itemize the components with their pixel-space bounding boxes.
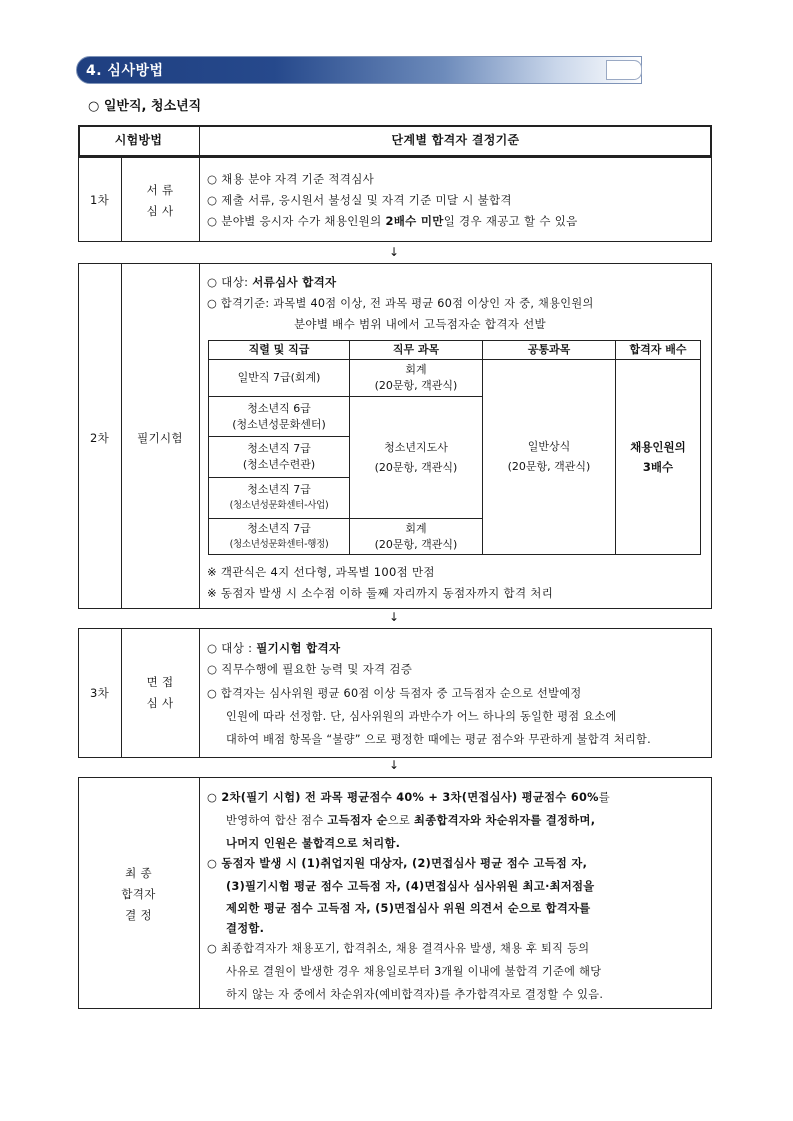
stage2-criteria-l1: ○ 합격기준: 과목별 40점 이상, 전 과목 평균 60점 이상인 자 중, 채용인원의 <box>207 297 594 310</box>
stage2-name: 필기시험 <box>137 431 183 445</box>
stage2-note2: ※ 동점자 발생 시 소수점 이하 둘째 자리까지 동점자까지 합격 처리 <box>207 586 554 600</box>
position-line: 청소년직 6급 <box>247 401 311 415</box>
table-row-position <box>209 478 350 519</box>
stage3-target-bold: 필기시험 합격자 <box>256 641 341 655</box>
stage2-divider-b <box>199 263 200 609</box>
written-exam-table <box>208 340 701 555</box>
position-line: (청소년성문화센터-행정) <box>229 538 329 550</box>
title-tab-decoration <box>606 60 642 80</box>
duty-c-l1: 회계 <box>405 521 427 535</box>
final-p1-l3: 나머지 인원은 불합격으로 처리함. <box>226 837 401 850</box>
stage3-line4: 인원에 따라 선정함. 단, 심사위원의 과반수가 어느 하나의 동일한 평점 요소에 <box>226 710 617 723</box>
final-p1-l1-post: 를 <box>598 791 610 804</box>
final-divider <box>199 777 200 1009</box>
duty-c-l2: (20문항, 객관식) <box>374 537 458 551</box>
duty-a-l1: 회계 <box>405 363 427 376</box>
stage1-line2: ○ 제출 서류, 응시원서 불성실 및 자격 기준 미달 시 불합격 <box>207 193 512 207</box>
multiple-l1: 채용인원의 <box>630 440 686 454</box>
position-line: 청소년직 7급 <box>247 442 311 455</box>
final-p2-l1: ○ 동점자 발생 시 (1)취업지원 대상자, (2)면접심사 평균 점수 고득점 자, <box>207 857 588 870</box>
final-p1-l2-bold2: 최종합격자와 차순위자를 결정하며, <box>414 814 596 827</box>
stage2-target-pre: ○ 대상: <box>207 275 253 289</box>
final-p2-l3: 제외한 평균 점수 고득점 자, (5)면접심사 위원 의견서 순으로 합격자를 <box>226 902 591 915</box>
arrow-3: ↓ <box>389 758 400 772</box>
table-row-position <box>209 519 350 555</box>
duty-cell-a <box>350 360 483 397</box>
final-p1-l1 <box>207 787 610 808</box>
multiple-l2: 3배수 <box>642 460 674 474</box>
stage2-target-bold: 서류심사 합격자 <box>252 275 337 289</box>
stage1-line3-pre: ○ 분야별 응시자 수가 채용인원의 <box>207 214 386 228</box>
position-line: (청소년성문화센터) <box>232 417 326 431</box>
stage1-divider-b <box>199 157 200 242</box>
stage1-name-l1: 서 류 <box>146 183 174 197</box>
stage3-target <box>207 638 340 659</box>
col-header-multiple: 합격자 배수 <box>616 341 701 360</box>
col-header-duty: 직무 과목 <box>350 341 483 360</box>
common-cell <box>483 360 616 555</box>
final-p1-l2-bold1: 고득점자 순 <box>327 814 388 827</box>
final-p2-l2: (3)필기시험 평균 점수 고득점 자, (4)면접심사 심사위원 최고·최저점을 <box>226 880 595 893</box>
final-p1-l2 <box>226 810 595 831</box>
duty-cell-b <box>350 397 483 519</box>
duty-a-l2: (20문항, 객관식) <box>374 379 458 392</box>
header-method: 시험방법 <box>114 133 163 147</box>
arrow-2: ↓ <box>389 610 400 624</box>
stage1-line3-post: 일 경우 재공고 할 수 있음 <box>443 214 578 228</box>
final-name-l3: 결 정 <box>125 908 152 922</box>
final-name-l1: 최 종 <box>125 866 152 880</box>
table-row-position <box>209 397 350 437</box>
final-p2-l4: 결정함. <box>226 922 265 935</box>
stage1-line3-bold: 2배수 미만 <box>385 214 444 228</box>
stage3-name-l2: 심 사 <box>146 696 174 710</box>
position-line: 청소년직 7급 <box>247 483 311 496</box>
table-row-position <box>209 437 350 478</box>
stage2-num: 2차 <box>89 431 110 445</box>
stage2-target <box>207 272 336 293</box>
final-p1-l2-pre: 반영하여 합산 점수 <box>226 814 328 827</box>
common-l2: (20문항, 객관식) <box>507 460 591 473</box>
position-line: 일반직 7급(회계) <box>237 371 321 384</box>
duty-b-l2: (20문항, 객관식) <box>374 460 458 474</box>
multiple-cell <box>616 360 701 555</box>
position-line: (청소년성문화센터-사업) <box>229 500 329 511</box>
stage1-num: 1차 <box>89 193 110 207</box>
stage3-line2: ○ 직무수행에 필요한 능력 및 자격 검증 <box>207 662 413 676</box>
stage3-target-pre: ○ 대상 : <box>207 641 257 655</box>
stage3-line3: ○ 합격자는 심사위원 평균 60점 이상 득점자 중 고득점자 순으로 선발예정 <box>207 687 582 700</box>
stage3-divider-b <box>199 628 200 758</box>
subheading: ○ 일반직, 청소년직 <box>88 99 202 114</box>
stage2-note1: ※ 객관식은 4지 선다형, 과목별 100점 만점 <box>207 565 435 579</box>
header-criteria: 단계별 합격자 결정기준 <box>391 133 520 147</box>
arrow-1: ↓ <box>389 245 400 259</box>
duty-cell-c <box>350 519 483 555</box>
common-l1: 일반상식 <box>527 440 571 453</box>
table-row-position <box>209 360 350 397</box>
stage1-line3 <box>207 211 578 232</box>
final-p3-l2: 사유로 결원이 발생한 경우 채용일로부터 3개월 이내에 불합격 기준에 해당 <box>226 965 602 978</box>
section-title: 4. 심사방법 <box>86 63 164 79</box>
stage3-line5: 대하여 배점 항목을 “불량” 으로 평정한 때에는 평균 점수와 무관하게 불합격 처리함. <box>226 733 652 746</box>
stage2-criteria-l2: 분야별 배수 범위 내에서 고득점자순 합격자 선발 <box>294 317 546 331</box>
stage1-line1: ○ 채용 분야 자격 기준 적격심사 <box>207 172 375 186</box>
stage3-num: 3차 <box>89 686 110 700</box>
duty-b-l1: 청소년지도사 <box>384 440 448 454</box>
final-name-l2: 합격자 <box>121 887 156 901</box>
final-p3-l3: 하지 않는 자 중에서 차순위자(예비합격자)를 추가합격자로 결정할 수 있음. <box>226 988 604 1001</box>
final-p3-l1: ○ 최종합격자가 채용포기, 합격취소, 채용 결격사유 발생, 채용 후 퇴직 등의 <box>207 942 590 955</box>
position-line: 청소년직 7급 <box>247 521 311 535</box>
stage3-name-l1: 면 접 <box>146 675 174 689</box>
final-p1-l1-bold: ○ 2차(필기 시험) 전 과목 평균점수 40% + 3차(면접심사) 평균점수 60% <box>207 791 599 804</box>
final-p1-l2-mid: 으로 <box>387 814 415 827</box>
col-header-position: 직렬 및 직급 <box>209 341 350 360</box>
position-line: (청소년수련관) <box>242 458 316 471</box>
stage1-name-l2: 심 사 <box>146 204 174 218</box>
col-header-common: 공통과목 <box>483 341 616 360</box>
